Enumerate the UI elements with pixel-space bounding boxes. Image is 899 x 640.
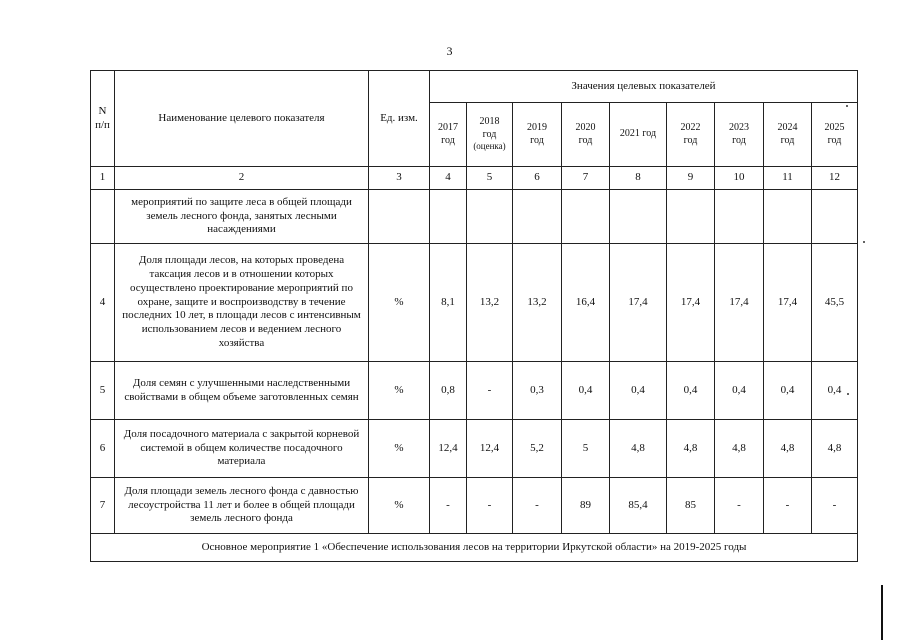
value-cell: - xyxy=(467,478,513,534)
value-cell: 12,4 xyxy=(467,420,513,478)
row-num: 5 xyxy=(91,362,115,420)
target-indicators-table xyxy=(90,70,858,562)
scan-speck xyxy=(863,241,865,243)
value-cell: 13,2 xyxy=(467,244,513,362)
year-label: 2019 xyxy=(527,122,547,133)
indicator-name: Доля площади лесов, на которых проведена таксация лесов и в отношении которых осуществлено проектирование мероприятий по охране, защите и воспроизводству в течение последних 10 лет, в площади лесов с интенсивным использованием лесов и ведением лесного хозяйства xyxy=(115,244,369,362)
value-cell: 0,4 xyxy=(764,362,812,420)
value-cell xyxy=(812,190,858,244)
value-cell: 45,5 xyxy=(812,244,858,362)
value-cell xyxy=(764,190,812,244)
value-cell: 4,8 xyxy=(715,420,764,478)
column-number: 4 xyxy=(430,167,467,190)
value-cell: 0,4 xyxy=(715,362,764,420)
indicator-name: Доля площади земель лесного фонда с давностью лесоустройства 11 лет и более в общей площади земель лесного фонда xyxy=(115,478,369,534)
scan-edge-line xyxy=(881,585,883,640)
value-cell: 17,4 xyxy=(667,244,715,362)
column-number: 8 xyxy=(610,167,667,190)
value-cell: 17,4 xyxy=(715,244,764,362)
table-row xyxy=(91,478,858,534)
header-year xyxy=(667,103,715,167)
value-cell: - xyxy=(430,478,467,534)
value-cell: 0,4 xyxy=(812,362,858,420)
year-label: 2018 xyxy=(479,116,500,128)
header-year xyxy=(467,103,513,167)
column-number: 7 xyxy=(562,167,610,190)
value-cell xyxy=(667,190,715,244)
header-name: Наименование целевого показателя xyxy=(115,71,369,167)
value-cell: 17,4 xyxy=(764,244,812,362)
header-row-top xyxy=(91,71,858,103)
value-cell: 4,8 xyxy=(610,420,667,478)
year-sub: год xyxy=(683,134,698,146)
year-label: 2023 xyxy=(729,122,749,133)
header-year xyxy=(610,103,667,167)
header-year xyxy=(764,103,812,167)
value-cell: 4,8 xyxy=(764,420,812,478)
year-label: 2020 xyxy=(575,122,596,133)
header-values: Значения целевых показателей xyxy=(430,71,858,103)
value-cell: 0,8 xyxy=(430,362,467,420)
header-year xyxy=(812,103,858,167)
value-cell: - xyxy=(467,362,513,420)
year-label: 2025 xyxy=(824,122,845,133)
value-cell xyxy=(467,190,513,244)
value-cell xyxy=(715,190,764,244)
column-number: 2 xyxy=(115,167,369,190)
unit-cell: % xyxy=(369,478,430,534)
scan-speck xyxy=(846,105,848,107)
value-cell: 5,2 xyxy=(513,420,562,478)
value-cell: - xyxy=(812,478,858,534)
year-sub: год xyxy=(780,134,795,146)
year-note: (оценка) xyxy=(473,141,506,152)
column-number: 9 xyxy=(667,167,715,190)
year-sub: год xyxy=(441,134,455,146)
value-cell: 89 xyxy=(562,478,610,534)
indicator-name: Доля посадочного материала с закрытой корневой системой в общем количестве посадочного материала xyxy=(115,420,369,478)
value-cell xyxy=(562,190,610,244)
scan-speck xyxy=(847,393,849,395)
column-number: 11 xyxy=(764,167,812,190)
indicator-name: мероприятий по защите леса в общей площади земель лесного фонда, занятых лесными насаждениями xyxy=(115,190,369,244)
column-number: 12 xyxy=(812,167,858,190)
table-row xyxy=(91,244,858,362)
year-sub: год xyxy=(530,134,544,146)
table-row xyxy=(91,420,858,478)
year-sub: год xyxy=(732,134,746,146)
value-cell: 85,4 xyxy=(610,478,667,534)
page-number: 3 xyxy=(446,44,453,58)
row-num xyxy=(91,190,115,244)
value-cell: 13,2 xyxy=(513,244,562,362)
unit-cell: % xyxy=(369,420,430,478)
column-number: 5 xyxy=(467,167,513,190)
column-number: 1 xyxy=(91,167,115,190)
year-label: 2017 xyxy=(438,122,458,133)
year-sub: год xyxy=(827,134,842,146)
header-unit: Ед. изм. xyxy=(369,71,430,167)
footer-row xyxy=(91,534,858,562)
value-cell: 0,3 xyxy=(513,362,562,420)
header-year xyxy=(715,103,764,167)
year-sub: год xyxy=(482,128,497,140)
value-cell: 4,8 xyxy=(812,420,858,478)
column-number-row xyxy=(91,167,858,190)
value-cell: 85 xyxy=(667,478,715,534)
value-cell: 5 xyxy=(562,420,610,478)
unit-cell: % xyxy=(369,244,430,362)
value-cell: 16,4 xyxy=(562,244,610,362)
value-cell: - xyxy=(513,478,562,534)
value-cell: 17,4 xyxy=(610,244,667,362)
row-num: 7 xyxy=(91,478,115,534)
year-label: 2022 xyxy=(680,122,701,133)
column-number: 6 xyxy=(513,167,562,190)
unit-cell xyxy=(369,190,430,244)
value-cell xyxy=(430,190,467,244)
value-cell: 0,4 xyxy=(667,362,715,420)
value-cell xyxy=(513,190,562,244)
value-cell: - xyxy=(715,478,764,534)
continuation-row xyxy=(91,190,858,244)
row-num: 4 xyxy=(91,244,115,362)
value-cell: 4,8 xyxy=(667,420,715,478)
year-sub: год xyxy=(578,134,593,146)
value-cell: 8,1 xyxy=(430,244,467,362)
year-label: 2024 xyxy=(777,122,798,133)
header-num: N п/п xyxy=(91,71,115,167)
year-label: 2021 год xyxy=(619,128,657,140)
main-activity-title: Основное мероприятие 1 «Обеспечение использования лесов на территории Иркутской области» на 2019-2025 годы xyxy=(91,534,858,562)
data-rows xyxy=(91,244,858,534)
header-year xyxy=(430,103,467,167)
value-cell: 0,4 xyxy=(610,362,667,420)
column-number: 3 xyxy=(369,167,430,190)
value-cell xyxy=(610,190,667,244)
header-year xyxy=(562,103,610,167)
indicator-name: Доля семян с улучшенными наследственными свойствами в общем объеме заготовленных семян xyxy=(115,362,369,420)
table-row xyxy=(91,362,858,420)
row-num: 6 xyxy=(91,420,115,478)
value-cell: 12,4 xyxy=(430,420,467,478)
header-year xyxy=(513,103,562,167)
unit-cell: % xyxy=(369,362,430,420)
value-cell: - xyxy=(764,478,812,534)
column-number: 10 xyxy=(715,167,764,190)
value-cell: 0,4 xyxy=(562,362,610,420)
